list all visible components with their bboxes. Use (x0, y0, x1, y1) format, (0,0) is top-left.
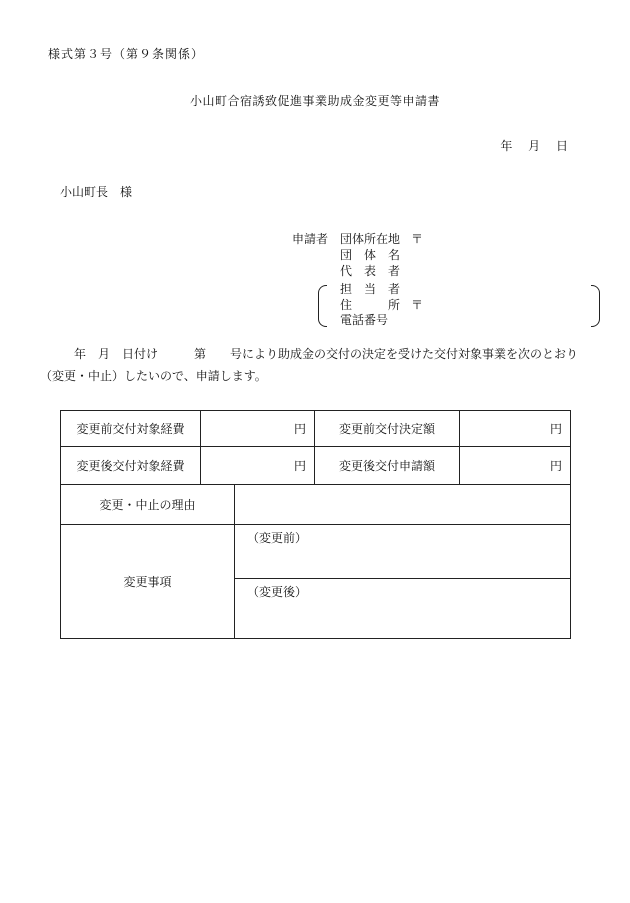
post-request-label: 変更後交付申請額 (315, 447, 460, 485)
representative-label: 代 表 者 (340, 264, 401, 278)
post-request-yen: 円 (460, 447, 571, 485)
table-row (61, 447, 571, 485)
pre-expense-label: 変更前交付対象経費 (61, 411, 201, 447)
reason-label: 変更・中止の理由 (61, 485, 235, 525)
addressee: 小山町長 様 (60, 185, 133, 199)
contact-bracket-left (318, 285, 327, 327)
statement-line-2: （変更・中止）したいので、申請します。 (40, 369, 267, 383)
pre-expense-yen: 円 (201, 411, 315, 447)
contact-person-label: 担 当 者 (340, 282, 401, 296)
pre-decision-yen: 円 (460, 411, 571, 447)
post-expense-yen: 円 (201, 447, 315, 485)
contact-postal-mark: 〒 (411, 298, 424, 312)
applicant-heading: 申請者 (292, 232, 329, 246)
application-statement (40, 343, 580, 387)
document-title: 小山町合宿誘致促進事業助成金変更等申請書 (189, 94, 440, 108)
contact-address-label: 住 所 (340, 298, 401, 312)
after-change-label: （変更後） (247, 585, 308, 599)
table-row (61, 485, 571, 525)
contact-bracket-right (591, 285, 600, 327)
change-items-label: 変更事項 (61, 525, 235, 639)
post-expense-label: 変更後交付対象経費 (61, 447, 201, 485)
after-change-field (235, 579, 571, 639)
contact-phone-label: 電話番号 (340, 313, 389, 327)
change-details-table (60, 410, 571, 639)
before-change-field (235, 525, 571, 579)
reason-field (235, 485, 571, 525)
table-row (61, 525, 571, 579)
org-address-label: 団体所在地 (340, 232, 401, 246)
pre-decision-label: 変更前交付決定額 (315, 411, 460, 447)
statement-line-1: 年 月 日付け 第 号により助成金の交付の決定を受けた交付対象事業を次のとおり (74, 347, 579, 361)
org-name-label: 団 体 名 (340, 248, 401, 262)
form-number-label: 様式第３号（第９条関係） (48, 47, 205, 61)
table-row (61, 411, 571, 447)
date-line: 年 月 日 (500, 139, 568, 153)
before-change-label: （変更前） (247, 531, 308, 545)
org-address-postal-mark: 〒 (411, 232, 424, 246)
